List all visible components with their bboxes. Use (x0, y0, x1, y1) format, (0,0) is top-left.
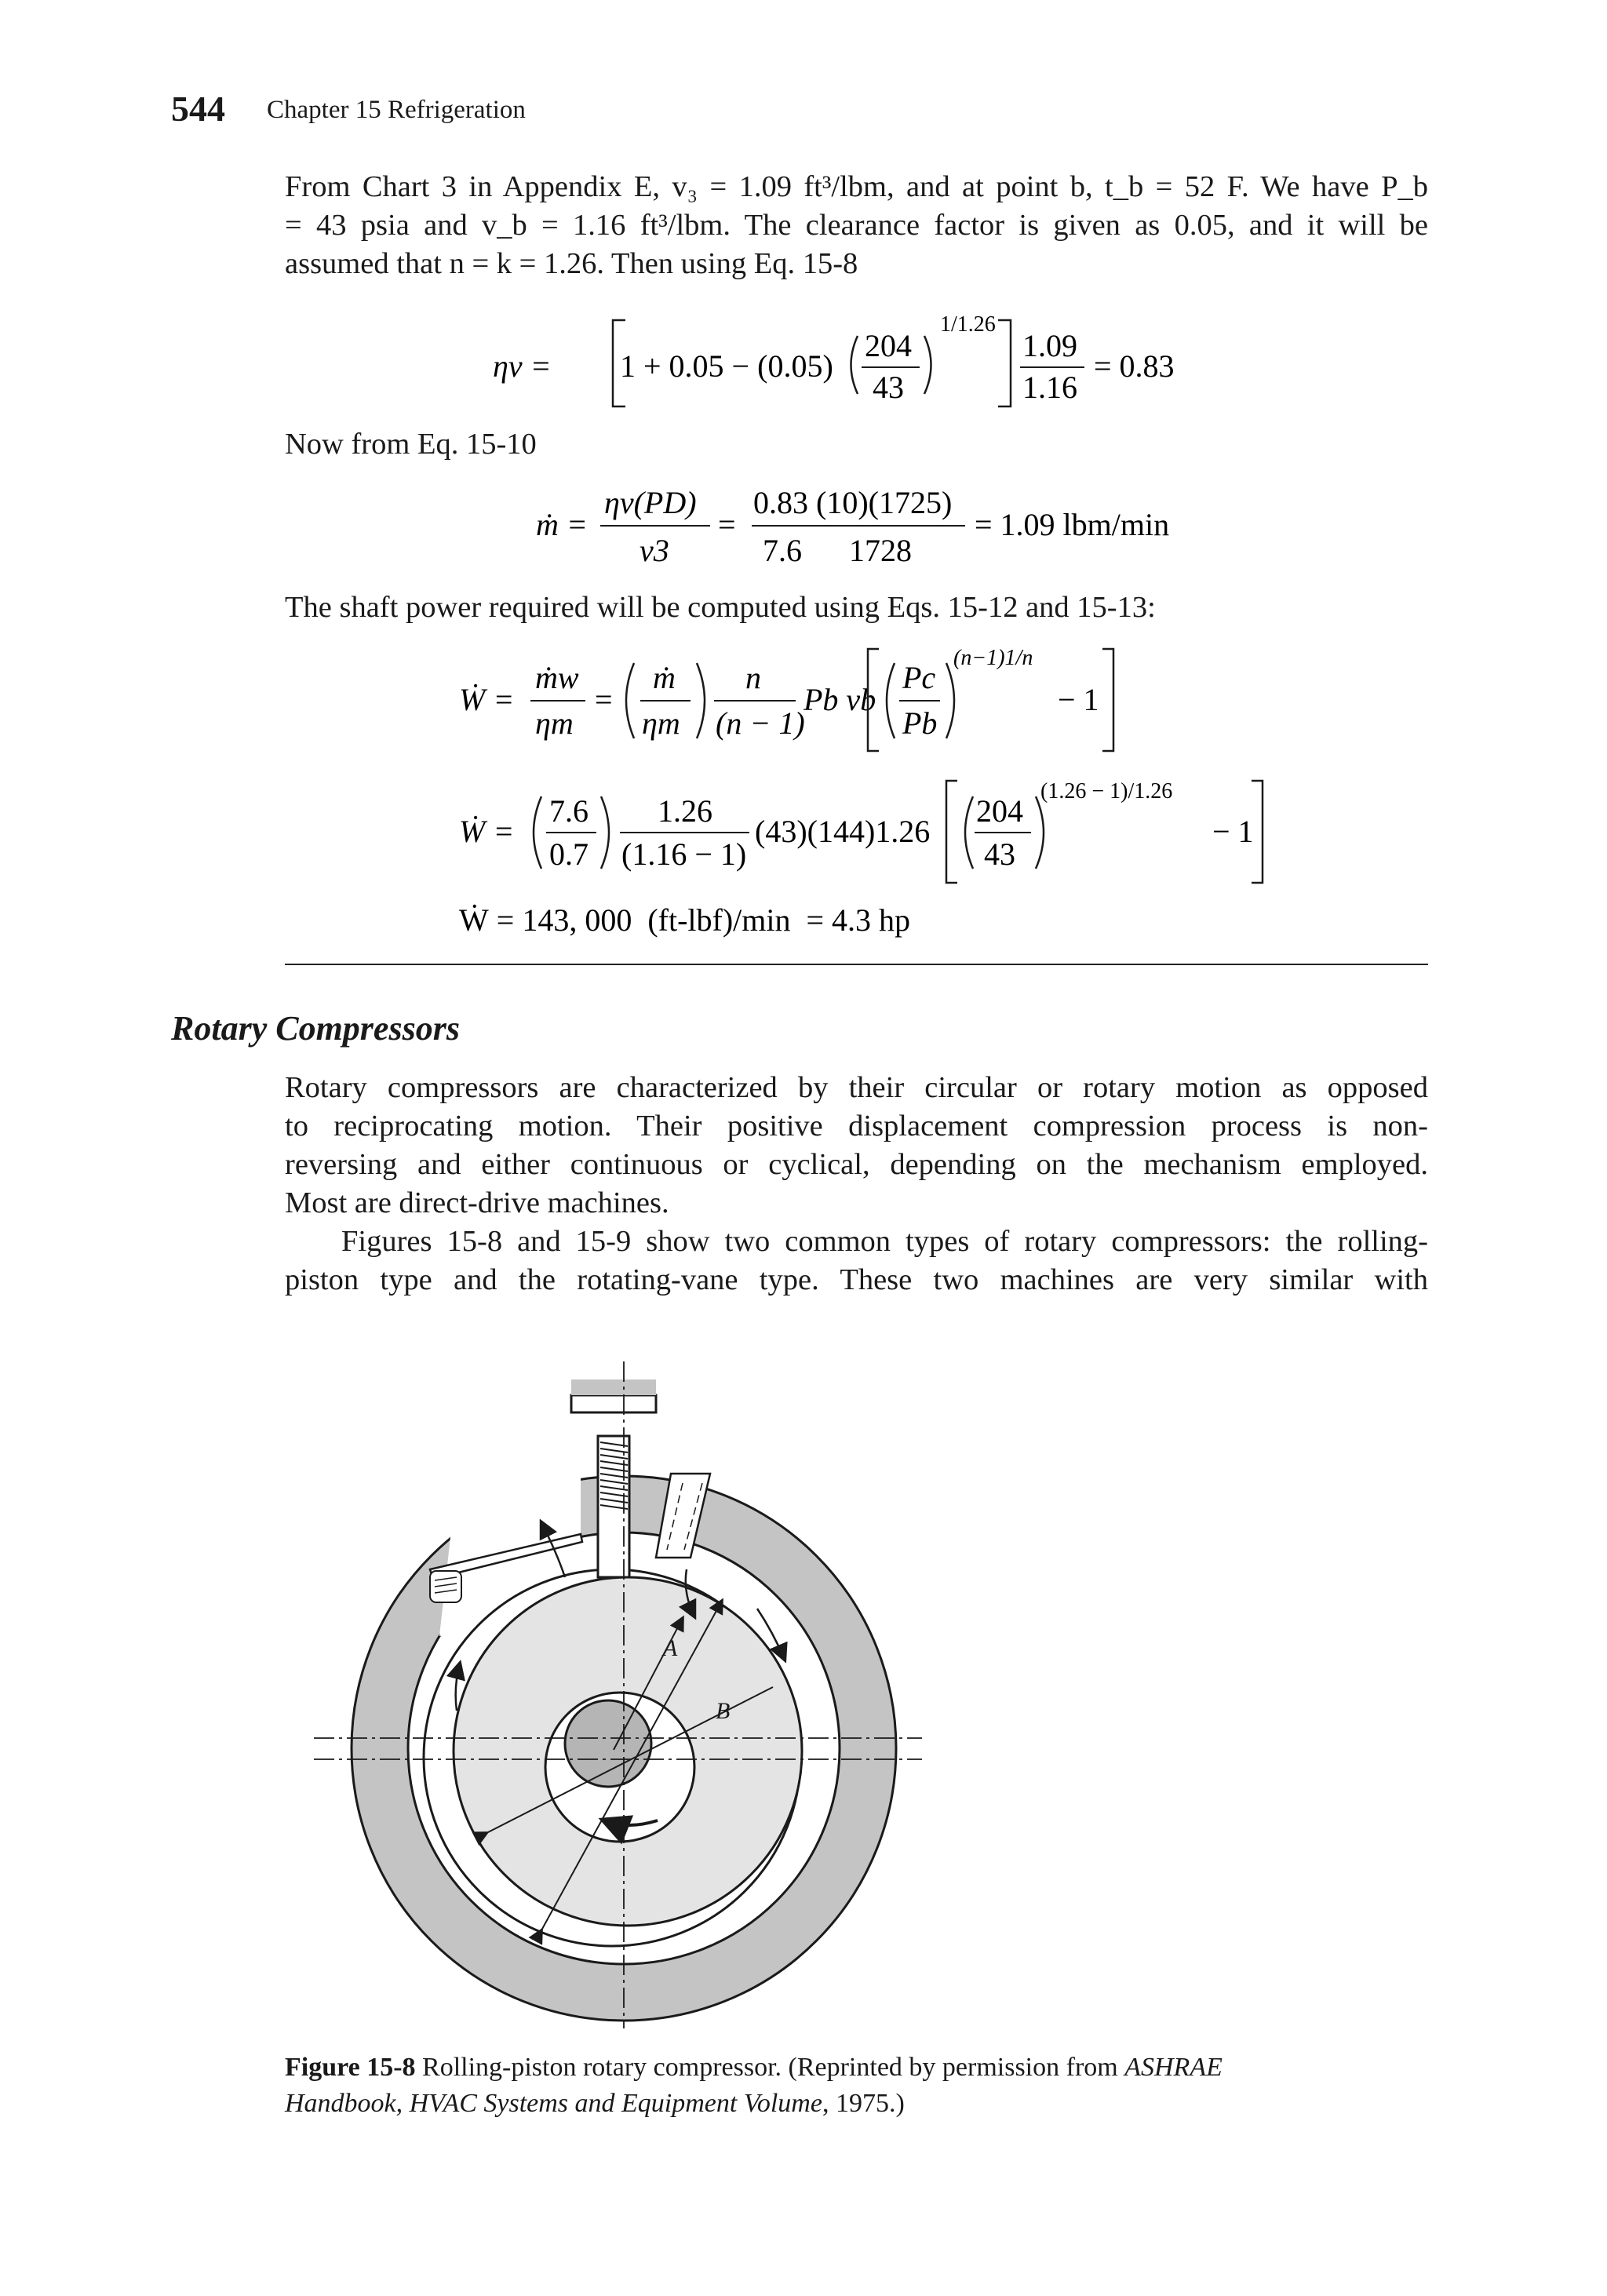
intro-line-1: From Chart 3 in Appendix E, v₃ = 1.09 ft³/lbm, and at point b, t_b = 52 F. We have P_b (285, 170, 1428, 203)
equation-mass-flow (0, 479, 1607, 581)
eq3-pv: Pb vb (804, 682, 876, 717)
text-shaft-power: The shaft power required will be computed using Eqs. 15-12 and 15-13: (285, 591, 1156, 624)
running-head: Chapter 15 Refrigeration (267, 96, 526, 124)
eq1-ratio-num: 204 (865, 328, 912, 363)
eq1-ratio-den: 43 (873, 370, 904, 405)
rotary-line-4: Most are direct-drive machines. (285, 1186, 669, 1219)
page-number: 544 (171, 89, 225, 129)
eq4-f2-den: (1.16 − 1) (621, 836, 747, 872)
eq3-paren-r (697, 663, 705, 738)
eq1-v-den: 1.16 (1022, 370, 1077, 405)
equation-shaft-power-result (0, 895, 1607, 949)
eq2-frac2-num: 0.83 (10)(1725) (753, 485, 953, 520)
eq4-r-num: 204 (976, 793, 1023, 829)
eq1-right-paren (924, 336, 931, 394)
equation-volumetric-efficiency (0, 306, 1607, 424)
eq2-frac2-den: 7.6 1728 (763, 533, 912, 568)
eq3-f1-num: ṁw (535, 660, 579, 695)
eq3-paren-l (626, 663, 634, 738)
eq4-f1-den: 0.7 (549, 836, 589, 872)
eq1-lhs: ηv = (493, 348, 552, 384)
spring-cap (571, 1395, 656, 1412)
eq4-minus-one: − 1 (1212, 814, 1254, 849)
eq1-right-bracket (998, 320, 1011, 406)
eq3-minus-one: − 1 (1058, 682, 1099, 717)
text-now-from-eq: Now from Eq. 15-10 (285, 428, 537, 461)
caption-text-1: Rolling-piston rotary compressor. (Reprinted by permission from (415, 2053, 1125, 2082)
eq4-inner-paren-l (965, 796, 973, 869)
eq3-f3-num: n (745, 660, 761, 695)
eq3-pb: Pb (902, 705, 938, 741)
eq2-frac1-den: v3 (640, 533, 669, 568)
eq2-frac1-num: ηv(PD) (604, 485, 697, 520)
label-b: B (716, 1698, 731, 1724)
equation-shaft-power-numeric (0, 773, 1607, 891)
eq4-exponent: (1.26 − 1)/1.26 (1040, 779, 1173, 804)
section-heading: Rotary Compressors (171, 1009, 460, 1048)
rotary-line-6: piston type and the rotating-vane type. These two machines are very similar with (285, 1263, 1428, 1296)
caption-line-1 (285, 2050, 1430, 2086)
eq3-exponent: (n−1)1/n (953, 646, 1033, 670)
eq3-bracket-r (1102, 649, 1113, 751)
rotary-line-2: to reciprocating motion. Their positive displacement compression process is non- (285, 1110, 1428, 1143)
example-end-rule (285, 964, 1428, 965)
eq1-exponent: 1/1.26 (940, 312, 996, 337)
intro-paragraph (285, 168, 1428, 283)
eq3-f2-den: ηm (642, 705, 680, 741)
rotary-line-3: reversing and either continuous or cyclical, depending on the mechanism employed. (285, 1148, 1428, 1181)
caption-italic-1: ASHRAE (1124, 2053, 1223, 2082)
eq1-result: = 0.83 (1094, 348, 1175, 384)
intro-line-3: assumed that n = k = 1.26. Then using Eq. 15-8 (285, 247, 858, 280)
eq1-v-num: 1.09 (1022, 328, 1077, 363)
eq4-paren-r (601, 796, 609, 869)
rotary-line-1: Rotary compressors are characterized by their circular or rotary motion as opposed (285, 1071, 1428, 1104)
intro-line-2: = 43 psia and v_b = 1.16 ft³/lbm. The clearance factor is given as 0.05, and it will be (285, 209, 1428, 242)
eq3-inner-paren-r (946, 663, 954, 738)
eq3-f2-num: ṁ (653, 660, 676, 695)
eq2-result: = 1.09 lbm/min (975, 507, 1170, 542)
eq3-f1-den: ηm (535, 705, 574, 741)
caption-line-2 (285, 2086, 1430, 2122)
eq1-left-paren (851, 336, 858, 394)
eq4-lhs: Ẇ = (459, 814, 515, 849)
eq4-mult: (43)(144)1.26 (755, 814, 931, 849)
eq4-r-den: 43 (984, 836, 1015, 872)
eq3-pc: Pc (902, 660, 936, 695)
eq4-inner-paren-r (1036, 796, 1044, 869)
eq3-f3-den: (n − 1) (716, 705, 805, 741)
caption-label: Figure 15-8 (285, 2053, 416, 2082)
label-a: A (663, 1635, 678, 1661)
eq2-lhs: ṁ = (536, 507, 588, 542)
shaft (565, 1700, 651, 1787)
eq3-inner-paren-l (887, 663, 895, 738)
eq4-f1-num: 7.6 (549, 793, 589, 829)
eq5-text: Ẇ = 143, 000 (ft-lbf)/min = 4.3 hp (459, 902, 911, 938)
eq1-bracket-term: 1 + 0.05 − (0.05) (620, 348, 833, 384)
eq2-eq: = (718, 507, 736, 542)
rotary-line-5: Figures 15-8 and 15-9 show two common types of rotary compressors: the rolling- (341, 1225, 1428, 1258)
eq3-eq: = (595, 682, 613, 717)
cap-top (571, 1379, 656, 1395)
rotary-paragraph (285, 1069, 1428, 1299)
equation-shaft-power-general (0, 640, 1607, 757)
caption-text-2: , 1975.) (822, 2089, 905, 2118)
figure-rolling-piston-compressor (310, 1358, 938, 2032)
figure-caption (285, 2050, 1430, 2122)
eq4-bracket-l (946, 781, 957, 883)
eq4-f2-num: 1.26 (658, 793, 712, 829)
eq4-paren-l (534, 796, 541, 869)
caption-italic-2: Handbook, HVAC Systems and Equipment Volume (285, 2089, 822, 2118)
eq3-lhs: Ẇ = (459, 682, 515, 717)
